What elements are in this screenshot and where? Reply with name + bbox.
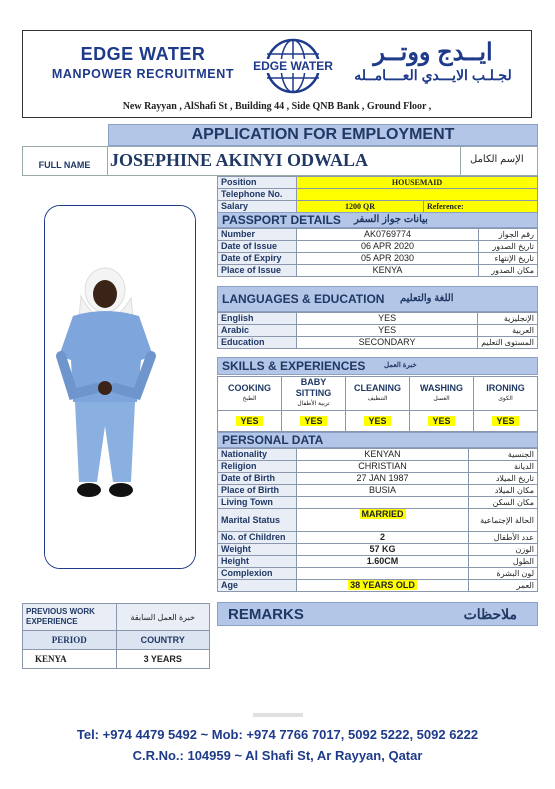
passport-label-arabic: رقم الجواز <box>479 229 538 241</box>
personal-label: Date of Birth <box>218 473 297 485</box>
experience-title: PREVIOUS WORK EXPERIENCE <box>23 604 117 631</box>
table-row <box>218 449 538 461</box>
passport-label: Date of Issue <box>218 241 297 253</box>
position-value: HOUSEMAID <box>297 177 538 189</box>
language-label: English <box>218 313 297 325</box>
skill-value: YES <box>492 416 518 426</box>
personal-label-arabic: الطول <box>469 556 538 568</box>
skill-name: BABY SITTING <box>295 377 332 398</box>
skill-name-arabic: الطبخ <box>242 395 257 402</box>
personal-label-arabic: تاريخ الميلاد <box>469 473 538 485</box>
period-header: PERIOD <box>23 631 117 650</box>
skill-name: IRONING <box>486 382 525 393</box>
personal-label: Place of Birth <box>218 485 297 497</box>
skill-value-cell <box>282 411 346 432</box>
personal-value-cell <box>297 580 469 592</box>
skill-name: COOKING <box>227 382 271 393</box>
experience-table <box>22 603 210 669</box>
personal-value: 1.60CM <box>297 556 469 568</box>
applicant-photo-illustration <box>45 206 196 569</box>
table-row <box>218 253 538 265</box>
skill-cell <box>410 377 474 411</box>
skill-cell <box>346 377 410 411</box>
passport-label-arabic: تاريخ الإنتهاء <box>479 253 538 265</box>
personal-value: BUSIA <box>297 485 469 497</box>
divider <box>460 146 461 176</box>
divider <box>107 146 108 176</box>
personal-label-arabic: مكان الميلاد <box>469 485 538 497</box>
skill-name-arabic: تربية الأطفال <box>297 401 330 407</box>
passport-title-arabic: بيانات جواز السفر <box>354 214 428 225</box>
applicant-photo <box>44 205 196 569</box>
skill-name: CLEANING <box>354 382 401 393</box>
skill-name-arabic: الغسل <box>433 395 450 402</box>
remarks-label-arabic: ملاحظات <box>463 606 517 622</box>
footer-phone-line: Tel: +974 4479 5492 ~ Mob: +974 7766 7017, 5092 5222, 5092 6222 <box>76 727 479 742</box>
education-label-arabic: المستوى التعليم <box>478 337 538 349</box>
country-header: COUNTRY <box>116 631 210 650</box>
language-label-arabic: العربية <box>478 325 538 337</box>
table-row <box>218 473 538 485</box>
skill-value: YES <box>364 416 390 426</box>
language-value: YES <box>297 325 478 337</box>
skill-value-cell <box>218 411 282 432</box>
form-title: APPLICATION FOR EMPLOYMENT <box>108 124 538 146</box>
table-row <box>218 568 538 580</box>
passport-section-header <box>217 212 538 228</box>
skill-value: YES <box>428 416 454 426</box>
footer <box>0 724 555 766</box>
passport-value: KENYA <box>297 265 479 277</box>
personal-label-arabic: الوزن <box>469 544 538 556</box>
skills-table <box>217 376 538 432</box>
table-row <box>218 509 538 532</box>
personal-label: Marital Status <box>218 509 297 532</box>
personal-label-arabic: الديانة <box>469 461 538 473</box>
salary-value: 1200 QR <box>297 201 424 213</box>
age-value: 38 YEARS OLD <box>350 580 415 590</box>
skill-value-cell <box>346 411 410 432</box>
table-row <box>218 265 538 277</box>
personal-label-arabic: الجنسية <box>469 449 538 461</box>
skill-cell <box>218 377 282 411</box>
experience-title-arabic: خبرة العمل السابقة <box>116 604 210 631</box>
position-table <box>217 176 538 213</box>
passport-label: Place of Issue <box>218 265 297 277</box>
skill-cell <box>282 377 346 411</box>
language-value: YES <box>297 313 478 325</box>
table-row <box>218 544 538 556</box>
table-row <box>218 580 538 592</box>
skill-name-arabic: التنظيف <box>367 395 388 402</box>
personal-label: Religion <box>218 461 297 473</box>
personal-value: 57 KG <box>297 544 469 556</box>
personal-label-arabic: العمر <box>469 580 538 592</box>
personal-label: Living Town <box>218 497 297 509</box>
company-address: New Rayyan , AlShafi St , Building 44 , Side QNB Bank , Ground Floor , <box>122 101 432 112</box>
personal-label: Complexion <box>218 568 297 580</box>
skill-name-arabic: الكوى <box>498 395 513 402</box>
personal-value: 2 <box>297 532 469 544</box>
table-row <box>218 325 538 337</box>
table-row <box>218 485 538 497</box>
full-name-value: JOSEPHINE AKINYI ODWALA <box>110 150 369 170</box>
table-row <box>218 313 538 325</box>
skill-value: YES <box>300 416 326 426</box>
personal-label-arabic: لون البشرة <box>469 568 538 580</box>
personal-label: No. of Children <box>218 532 297 544</box>
language-label-arabic: الإنجليزية <box>478 313 538 325</box>
passport-table <box>217 228 538 277</box>
telephone-value <box>297 189 538 201</box>
personal-value: CHRISTIAN <box>297 461 469 473</box>
table-row <box>218 461 538 473</box>
experience-country: KENYA <box>23 650 117 669</box>
logo-line-2: MANPOWER RECRUITMENT <box>51 67 235 81</box>
arabic-logo-line-1: ايــدج ووتــر <box>373 39 493 66</box>
table-row <box>218 497 538 509</box>
remarks-bar <box>217 602 538 626</box>
skill-value: YES <box>236 416 262 426</box>
language-label: Arabic <box>218 325 297 337</box>
company-logo-text <box>38 44 248 81</box>
languages-title: LANGUAGES & EDUCATION <box>222 292 385 306</box>
passport-value: AK0769774 <box>297 229 479 241</box>
languages-title-arabic: اللغة والتعليم <box>400 293 454 304</box>
skill-value-cell <box>474 411 538 432</box>
personal-table <box>217 448 538 592</box>
personal-label: Nationality <box>218 449 297 461</box>
passport-label-arabic: مكان الصدور <box>479 265 538 277</box>
personal-label: Height <box>218 556 297 568</box>
personal-label-arabic: عدد الأطفال <box>469 532 538 544</box>
languages-section-header <box>217 286 538 312</box>
salary-label: Salary <box>218 201 297 213</box>
passport-title: PASSPORT DETAILS <box>222 213 341 227</box>
passport-label: Date of Expiry <box>218 253 297 265</box>
table-row <box>218 532 538 544</box>
full-name-label-arabic: الإسم الكامل <box>470 154 524 165</box>
logo-line-1: EDGE WATER <box>80 44 206 64</box>
personal-value: 27 JAN 1987 <box>297 473 469 485</box>
skills-title: SKILLS & EXPERIENCES <box>222 359 366 373</box>
company-logo-arabic <box>338 38 528 84</box>
skill-name: WASHING <box>419 382 463 393</box>
footer-address-line: C.R.No.: 104959 ~ Al Shafi St, Ar Rayyan, Qatar <box>132 748 423 763</box>
table-row <box>218 337 538 349</box>
footer-divider <box>253 713 303 717</box>
passport-value: 05 APR 2030 <box>297 253 479 265</box>
experience-period: 3 YEARS <box>116 650 210 669</box>
remarks-label: REMARKS <box>228 606 304 623</box>
education-label: Education <box>218 337 297 349</box>
table-row <box>218 241 538 253</box>
personal-label-arabic: مكان السكن <box>469 497 538 509</box>
personal-label-arabic: الحالة الإجتماعية <box>469 509 538 532</box>
telephone-label: Telephone No. <box>218 189 297 201</box>
personal-value <box>297 568 469 580</box>
education-value: SECONDARY <box>297 337 478 349</box>
passport-label-arabic: تاريخ الصدور <box>479 241 538 253</box>
marital-status-value: MARRIED <box>361 509 404 519</box>
personal-value <box>297 497 469 509</box>
position-label: Position <box>218 177 297 189</box>
personal-title: PERSONAL DATA <box>222 433 324 447</box>
personal-label: Age <box>218 580 297 592</box>
skills-section-header <box>217 357 538 375</box>
passport-label: Number <box>218 229 297 241</box>
table-row <box>218 229 538 241</box>
table-row <box>218 556 538 568</box>
arabic-logo-line-2: لجـلـب الايـــدي العــــامــله <box>354 67 512 83</box>
passport-value: 06 APR 2020 <box>297 241 479 253</box>
skill-cell <box>474 377 538 411</box>
personal-value-cell <box>297 509 469 532</box>
skill-value-cell <box>410 411 474 432</box>
personal-section-header <box>217 432 538 448</box>
full-name-label: FULL NAME <box>38 160 91 170</box>
globe-logo-label: EDGE WATER <box>253 59 333 73</box>
personal-label: Weight <box>218 544 297 556</box>
languages-table <box>217 312 538 349</box>
personal-value: KENYAN <box>297 449 469 461</box>
skills-title-arabic: خبرة العمل <box>384 362 417 369</box>
reference-label: Reference: <box>424 201 538 213</box>
